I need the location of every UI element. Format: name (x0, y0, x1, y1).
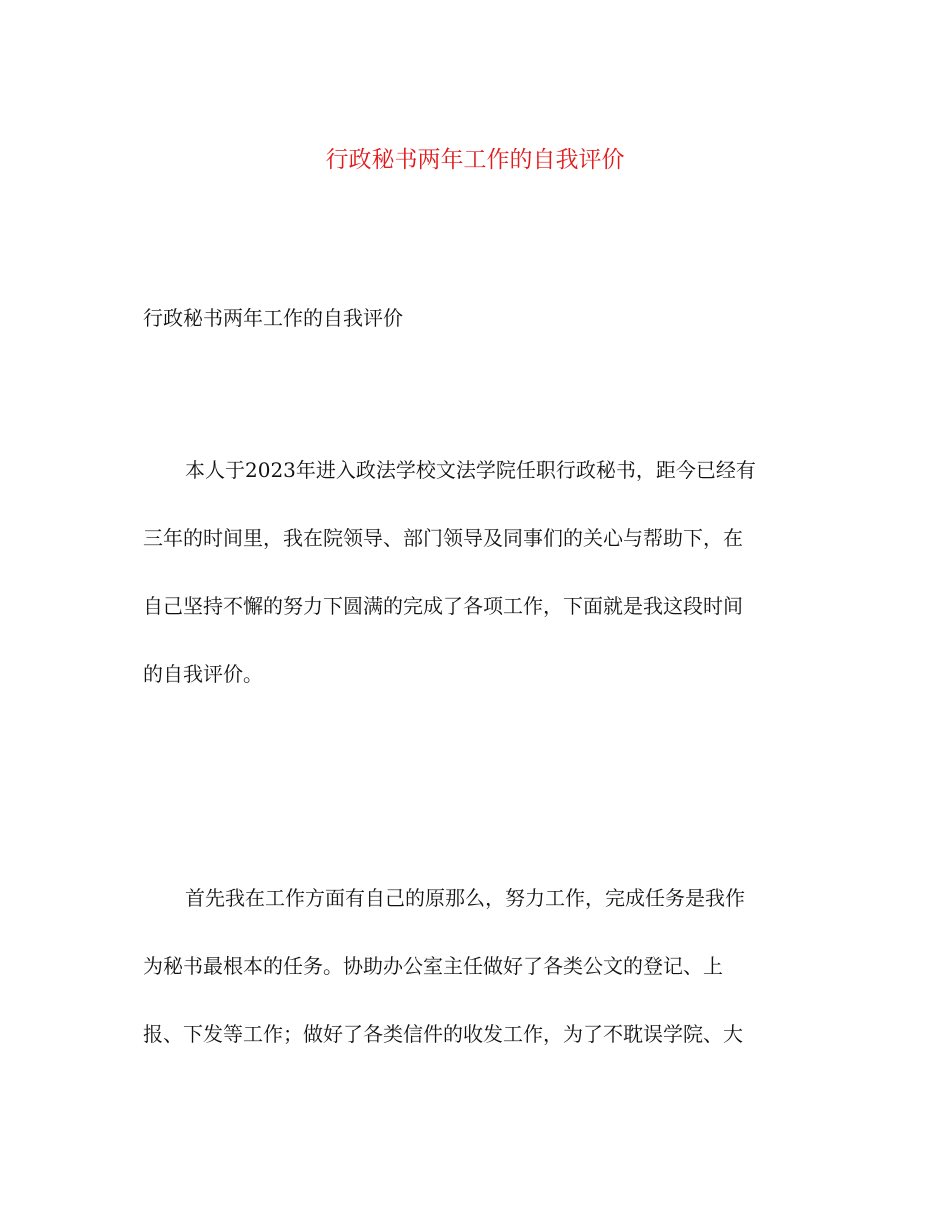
paragraph-intro (143, 452, 813, 724)
paragraph-line: 首先我在工作方面有自己的原那么，努力工作，完成任务是我作 (185, 886, 745, 910)
paragraph-line: 的自我评价。 (143, 662, 263, 686)
paragraph-work-principles (143, 880, 813, 1084)
paragraph-line: 自己坚持不懈的努力下圆满的完成了各项工作，下面就是我这段时间 (143, 594, 743, 618)
document-subtitle: 行政秘书两年工作的自我评价 (143, 306, 403, 330)
paragraph-line: 本人于2023年进入政法学校文法学院任职行政秘书，距今已经有 (185, 458, 756, 482)
document-title: 行政秘书两年工作的自我评价 (325, 147, 625, 173)
paragraph-line: 三年的时间里，我在院领导、部门领导及同事们的关心与帮助下，在 (143, 526, 743, 550)
paragraph-line: 报、下发等工作；做好了各类信件的收发工作，为了不耽误学院、大 (143, 1022, 743, 1046)
paragraph-line: 为秘书最根本的任务。协助办公室主任做好了各类公文的登记、上 (143, 954, 723, 978)
